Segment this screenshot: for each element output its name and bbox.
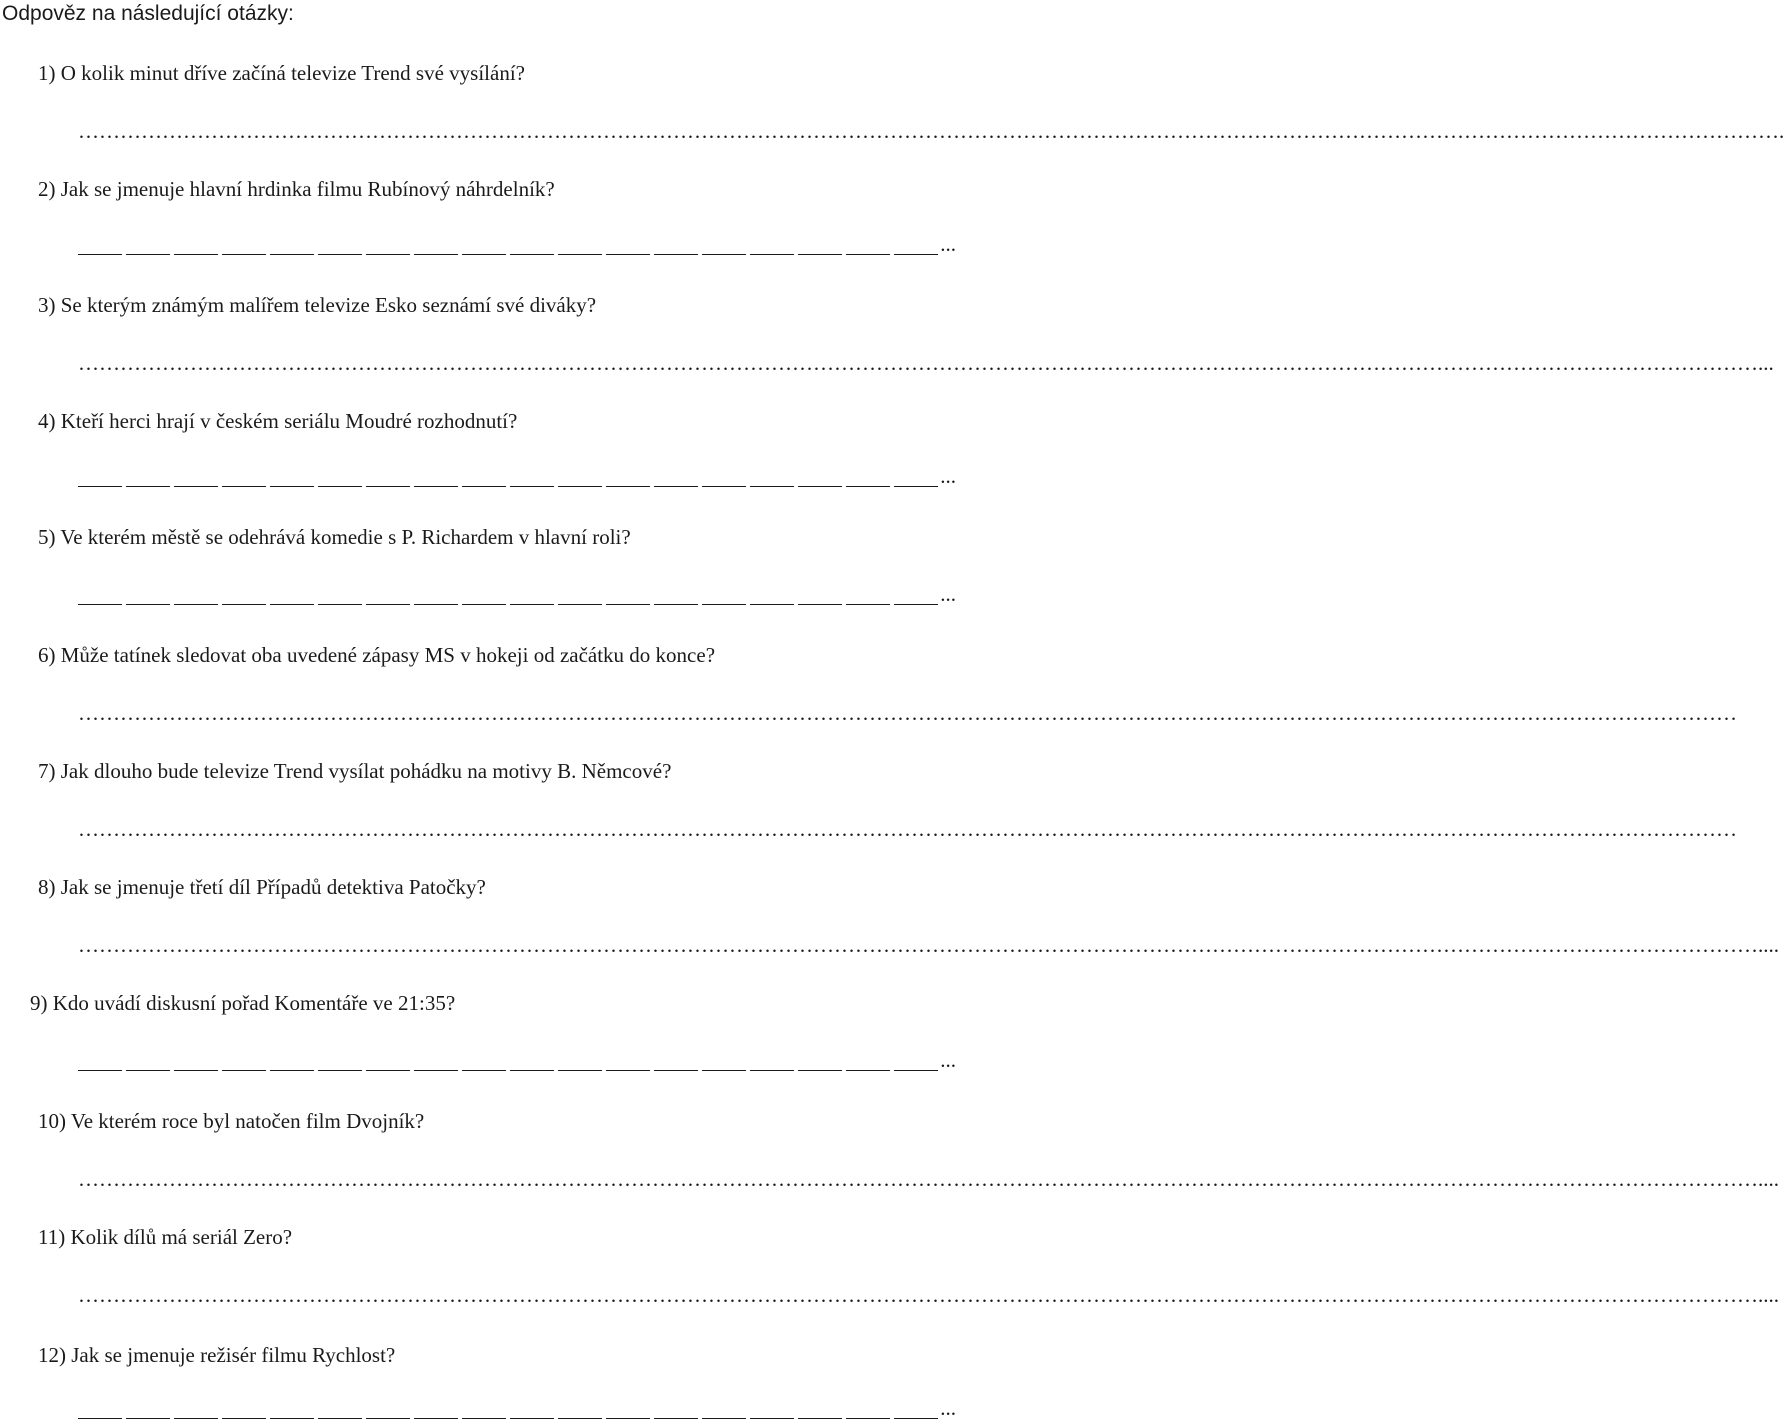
question-11: 11) Kolik dílů má seriál Zero? <box>38 1225 293 1249</box>
answer-blank-1[interactable]: ………………………………………………………………………………………………………………………………………………………………………………………………………………………. <box>78 119 1784 143</box>
question-3: 3) Se kterým známým malířem televize Esko seznámí své diváky? <box>38 293 597 317</box>
answer-blank-4[interactable] <box>78 464 956 488</box>
question-5: 5) Ve kterém městě se odehrává komedie s P. Richardem v hlavní roli? <box>38 525 631 549</box>
answer-tail-4: ... <box>940 464 956 488</box>
answer-blank-2[interactable] <box>78 232 956 256</box>
question-1: 1) O kolik minut dříve začíná televize Trend své vysílání? <box>38 61 525 85</box>
page-heading: Odpověz na následující otázky: <box>2 2 294 25</box>
answer-line-12 <box>78 1402 938 1420</box>
answer-blank-10[interactable]: …………………………………………………………………………………………………………………………………………………………………………………………………………………….... <box>78 1167 1779 1191</box>
answer-blank-3[interactable]: ……………………………………………………………………………………………………………………………………………………………………………………………………………………... <box>78 351 1774 375</box>
question-8: 8) Jak se jmenuje třetí díl Případů detektiva Patočky? <box>38 875 486 899</box>
answer-tail-12: ... <box>940 1396 956 1420</box>
question-9: 9) Kdo uvádí diskusní pořad Komentáře ve 21:35? <box>30 991 456 1015</box>
question-7: 7) Jak dlouho bude televize Trend vysílat pohádku na motivy B. Němcové? <box>38 759 672 783</box>
answer-tail-5: ... <box>940 582 956 606</box>
answer-tail-9: ... <box>940 1048 956 1072</box>
answer-line-2 <box>78 238 938 256</box>
question-6: 6) Může tatínek sledovat oba uvedené zápasy MS v hokeji od začátku do konce? <box>38 643 716 667</box>
answer-blank-9[interactable] <box>78 1048 956 1072</box>
answer-blank-11[interactable]: …………………………………………………………………………………………………………………………………………………………………………………………………………………….... <box>78 1283 1779 1307</box>
answer-blank-6[interactable]: ………………………………………………………………………………………………………………………………………………………………………………………………………………… <box>78 701 1737 725</box>
question-4: 4) Kteří herci hrají v českém seriálu Moudré rozhodnutí? <box>38 409 518 433</box>
answer-line-5 <box>78 588 938 606</box>
question-10: 10) Ve kterém roce byl natočen film Dvojník? <box>38 1109 425 1133</box>
answer-blank-7[interactable]: ………………………………………………………………………………………………………………………………………………………………………………………………………………… <box>78 817 1737 841</box>
answer-blank-5[interactable] <box>78 582 956 606</box>
answer-line-4 <box>78 470 938 488</box>
answer-blank-8[interactable]: …………………………………………………………………………………………………………………………………………………………………………………………………………………….... <box>78 933 1779 957</box>
answer-blank-12[interactable] <box>78 1396 956 1420</box>
answer-line-9 <box>78 1054 938 1072</box>
question-2: 2) Jak se jmenuje hlavní hrdinka filmu Rubínový náhrdelník? <box>38 177 555 201</box>
question-12: 12) Jak se jmenuje režisér filmu Rychlost? <box>38 1343 396 1367</box>
answer-tail-2: ... <box>940 232 956 256</box>
